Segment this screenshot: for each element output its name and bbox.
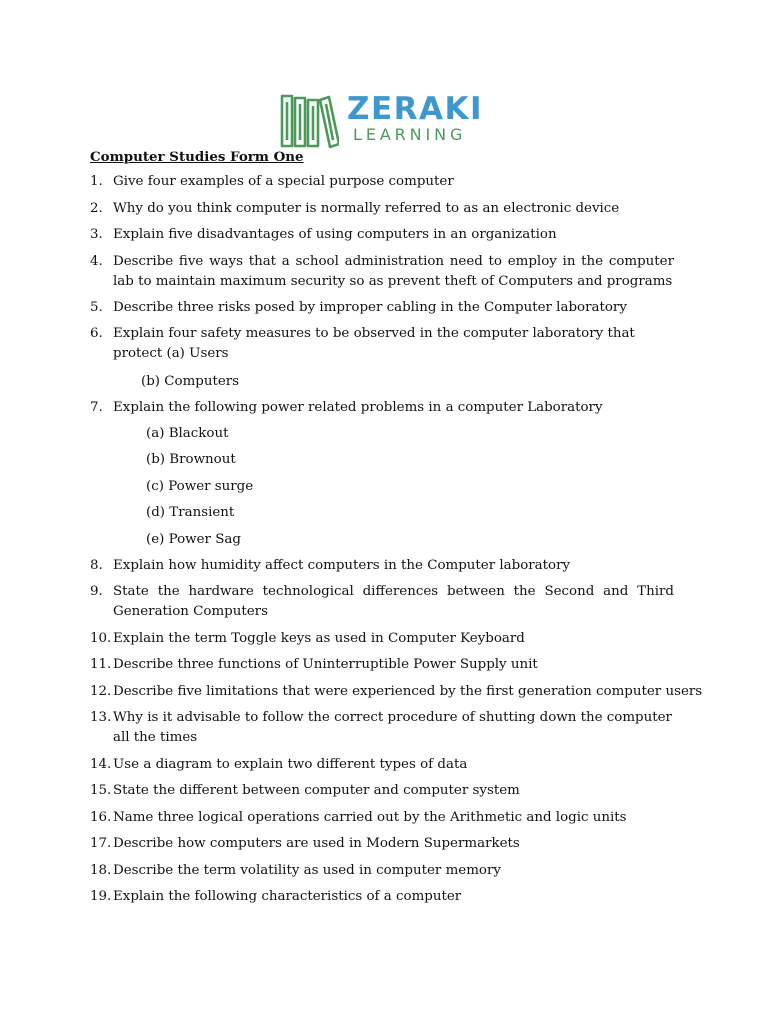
question-number: 4. xyxy=(90,254,103,269)
question-item xyxy=(90,172,674,192)
question-item xyxy=(90,682,703,702)
question-item xyxy=(90,655,674,675)
question-text: Explain five disadvantages of using computers in an organization xyxy=(113,227,557,242)
books-icon xyxy=(279,92,339,150)
question-item xyxy=(90,556,674,576)
question-number: 3. xyxy=(90,227,103,242)
question-number: 1. xyxy=(90,174,103,189)
question-number: 6. xyxy=(90,326,103,341)
question-item xyxy=(90,199,674,219)
question-number: 14. xyxy=(90,757,112,772)
document-title: Computer Studies Form One xyxy=(90,149,304,165)
question-text: Describe how computers are used in Modern Supermarkets xyxy=(113,836,520,851)
question-text: State the hardware technological differences between the Second and Third Generation Computers xyxy=(113,584,674,619)
question-text: Describe three functions of Uninterruptible Power Supply unit xyxy=(113,657,538,672)
question-number: 16. xyxy=(90,810,112,825)
question-number: 10. xyxy=(90,631,112,646)
question-number: 9. xyxy=(90,584,103,599)
logo-subtitle-text: LEARNING xyxy=(353,125,467,144)
question-text: Explain the following power related problems in a computer Laboratory xyxy=(113,400,603,415)
zeraki-logo xyxy=(279,92,489,150)
question-item xyxy=(90,861,674,881)
question-text: Describe five ways that a school administration need to employ in the computer lab to maintain maximum security so as prevent theft of Computers and programs xyxy=(113,254,674,289)
question-number: 12. xyxy=(90,684,112,699)
question-number: 17. xyxy=(90,836,112,851)
question-item xyxy=(90,755,674,775)
question-item xyxy=(90,708,674,748)
question-item xyxy=(90,298,674,318)
question-text: Name three logical operations carried out by the Arithmetic and logic units xyxy=(113,810,627,825)
question-text: Explain the following characteristics of a computer xyxy=(113,889,462,904)
question-item xyxy=(90,582,674,622)
question-number: 8. xyxy=(90,558,103,573)
question-text: State the different between computer and computer system xyxy=(113,783,520,798)
question-text: Give four examples of a special purpose computer xyxy=(113,174,454,189)
question-text: Why is it advisable to follow the correct procedure of shutting down the computer all the times xyxy=(113,710,672,745)
question-text: Explain how humidity affect computers in the Computer laboratory xyxy=(113,558,571,573)
question-number: 18. xyxy=(90,863,112,878)
question-text: Use a diagram to explain two different types of data xyxy=(113,757,468,772)
question-item xyxy=(90,887,674,907)
question-text: Describe three risks posed by improper cabling in the Computer laboratory xyxy=(113,300,627,315)
logo-brand-text: ZERAKI xyxy=(347,91,484,127)
question-text: Describe the term volatility as used in computer memory xyxy=(113,863,501,878)
question-item xyxy=(90,252,674,292)
question-number: 15. xyxy=(90,783,112,798)
question-subitem: (d) Transient xyxy=(146,505,235,520)
question-subitem: (b) Brownout xyxy=(146,452,236,467)
question-item xyxy=(90,324,674,364)
question-number: 19. xyxy=(90,889,112,904)
question-subitem: (e) Power Sag xyxy=(146,532,241,547)
question-number: 7. xyxy=(90,400,103,415)
question-item xyxy=(90,629,674,649)
question-item xyxy=(90,225,674,245)
question-item xyxy=(90,781,674,801)
question-number: 13. xyxy=(90,710,112,725)
question-item xyxy=(90,834,674,854)
question-item xyxy=(90,808,674,828)
question-number: 5. xyxy=(90,300,103,315)
question-text: Why do you think computer is normally referred to as an electronic device xyxy=(113,201,620,216)
question-text: Explain the term Toggle keys as used in Computer Keyboard xyxy=(113,631,525,646)
question-subitem: (a) Blackout xyxy=(146,426,229,441)
question-text: Describe five limitations that were experienced by the first generation computer users xyxy=(113,684,703,699)
question-subitem: (b) Computers xyxy=(141,374,240,389)
question-item xyxy=(90,398,674,418)
question-subitem: (c) Power surge xyxy=(146,479,254,494)
question-number: 11. xyxy=(90,657,112,672)
question-number: 2. xyxy=(90,201,103,216)
question-text: Explain four safety measures to be observed in the computer laboratory that protect (a) Users xyxy=(113,326,635,361)
